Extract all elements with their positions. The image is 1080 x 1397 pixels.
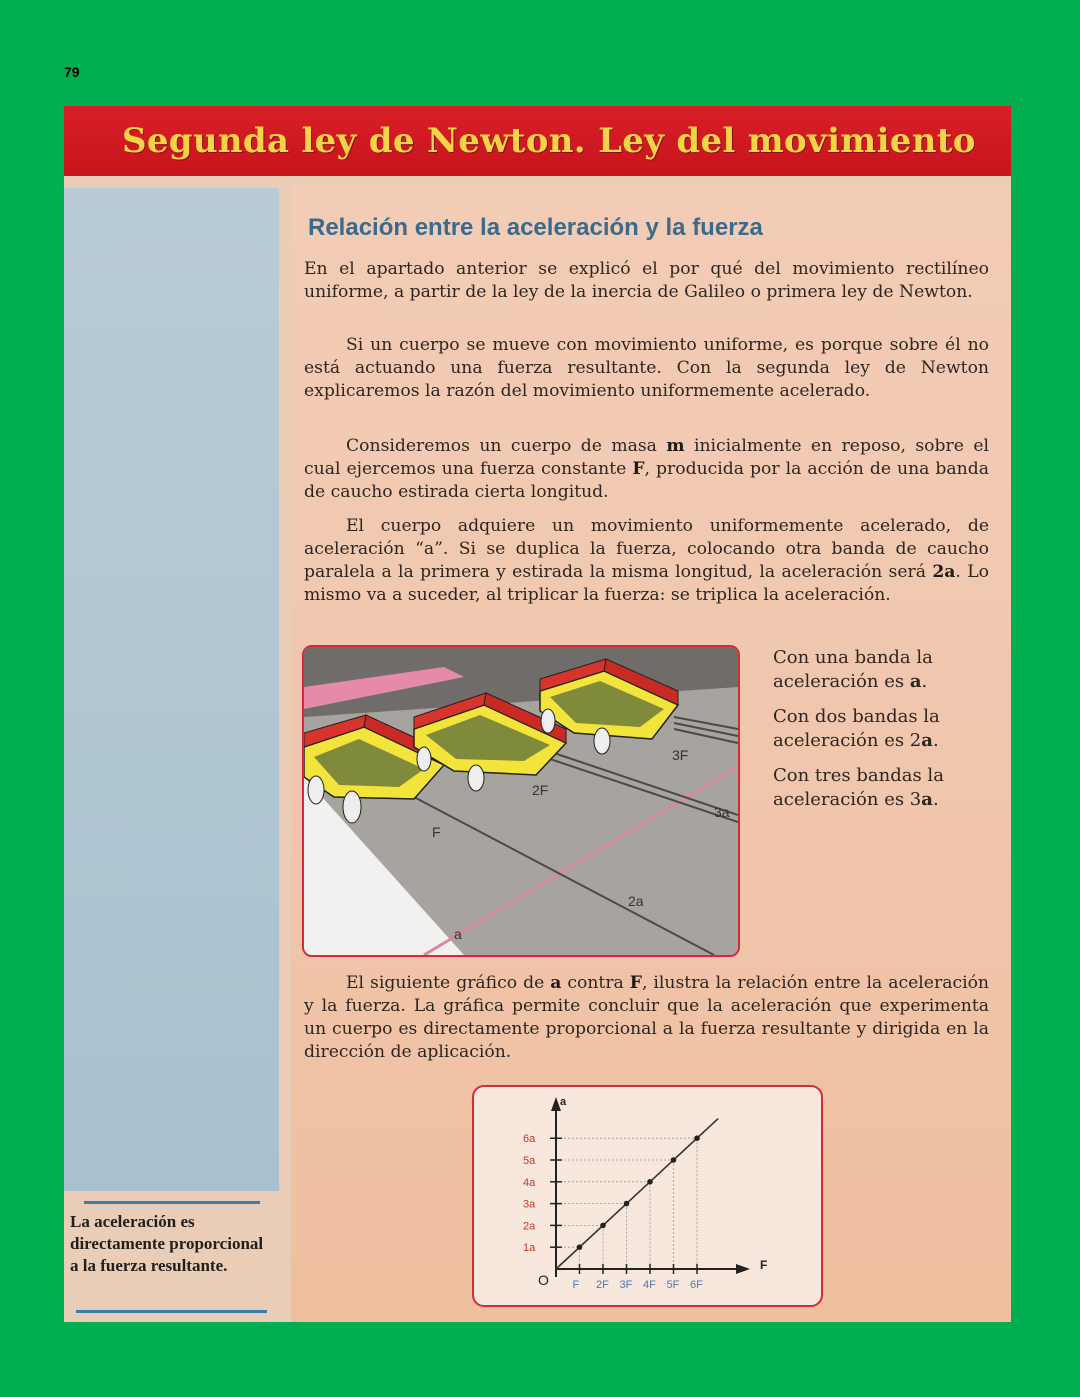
- page-number: 79: [64, 64, 80, 80]
- force-symbol: F: [632, 459, 645, 479]
- y-tick-label-2: 2a: [523, 1220, 536, 1233]
- data-point-4: [647, 1179, 653, 1185]
- two-a-symbol: 2a: [932, 562, 956, 582]
- paragraph-5: El siguiente gráfico de a contra F, ilustra la relación entre la aceleración y la fuerza. La gráfica permite concluir que la aceleración que experimenta un cuerpo es directamente proporcional a la fuerza resultante y dirigida en la dirección de aplicación.: [304, 973, 989, 1062]
- band-captions: [773, 646, 993, 823]
- accel-label-3a: 3a: [714, 804, 730, 820]
- page-title: Segunda ley de Newton. Ley del movimiento: [122, 121, 976, 161]
- x-tick-label-5: 5F: [666, 1279, 680, 1291]
- acceleration-force-graph: [472, 1085, 823, 1307]
- caption-one-band: Con una banda la aceleración es a.: [773, 647, 933, 692]
- carts-illustration: [302, 645, 740, 957]
- mass-symbol: m: [666, 436, 685, 456]
- accel-symbol: a: [550, 973, 562, 993]
- side-note: La aceleración es directamente proporcional a la fuerza resultante.: [70, 1212, 264, 1275]
- data-point-6: [694, 1135, 700, 1141]
- y-tick-label-5: 5a: [523, 1155, 536, 1167]
- x-axis-label: F: [760, 1258, 768, 1272]
- note-rule-top: [84, 1201, 260, 1204]
- note-rule-bottom: [76, 1310, 267, 1313]
- y-tick-label-3: 3a: [523, 1198, 536, 1211]
- force-label-2f: 2F: [532, 782, 549, 798]
- caption-three-bands: Con tres bandas la aceleración es 3a.: [773, 765, 944, 810]
- force-label-3f: 3F: [672, 747, 689, 763]
- section-heading: Relación entre la aceleración y la fuerza: [308, 214, 763, 241]
- data-point-1: [577, 1244, 583, 1250]
- page-paper: [64, 176, 1011, 1322]
- paragraph-4: El cuerpo adquiere un movimiento uniformemente acelerado, de aceleración “a”. Si se duplica la fuerza, colocando otra banda de caucho paralela a la primera y estirada la misma longitud, la aceleración será 2a. Lo mismo va a suceder, al triplicar la fuerza: se triplica la aceleración.: [304, 516, 989, 605]
- y-tick-label-1: 1a: [523, 1242, 536, 1255]
- x-tick-label-6: 6F: [690, 1279, 703, 1291]
- title-bar: [64, 106, 1011, 176]
- x-tick-label-2: 2F: [596, 1279, 609, 1291]
- sidebar-margin: [64, 188, 279, 1191]
- origin-label: O: [538, 1272, 549, 1288]
- accel-label-2a: 2a: [628, 893, 644, 909]
- chart-svg: [474, 1087, 821, 1305]
- paragraph-1: En el apartado anterior se explicó el por qué del movimiento rectilíneo uniforme, a partir de la ley de la inercia de Galileo o primera ley de Newton.: [304, 259, 989, 302]
- paragraph-3: Consideremos un cuerpo de masa m inicialmente en reposo, sobre el cual ejercemos una fuerza constante F, producida por la acción de una banda de caucho estirada cierta longitud.: [304, 436, 990, 502]
- force-symbol-2: F: [629, 973, 642, 993]
- x-tick-label-4: 4F: [643, 1279, 656, 1291]
- caption-two-bands: Con dos bandas la aceleración es 2a.: [773, 706, 940, 751]
- y-tick-label-4: 4a: [523, 1176, 536, 1189]
- x-tick-label-3: 3F: [619, 1279, 633, 1291]
- y-axis-label: a: [560, 1096, 567, 1108]
- y-tick-label-6: 6a: [523, 1133, 536, 1146]
- data-point-2: [600, 1223, 606, 1229]
- x-tick-label-1: F: [572, 1279, 580, 1291]
- data-point-5: [671, 1157, 677, 1163]
- data-point-3: [624, 1201, 630, 1207]
- x-axis-arrow-icon: [736, 1264, 750, 1274]
- paragraph-2: Si un cuerpo se mueve con movimiento uniforme, es porque sobre él no está actuando una fuerza resultante. Con la segunda ley de Newton explicaremos la razón del movimiento uniformemente acelerado.: [304, 335, 989, 401]
- accel-label-a: a: [454, 926, 462, 942]
- force-label-f: F: [432, 824, 441, 840]
